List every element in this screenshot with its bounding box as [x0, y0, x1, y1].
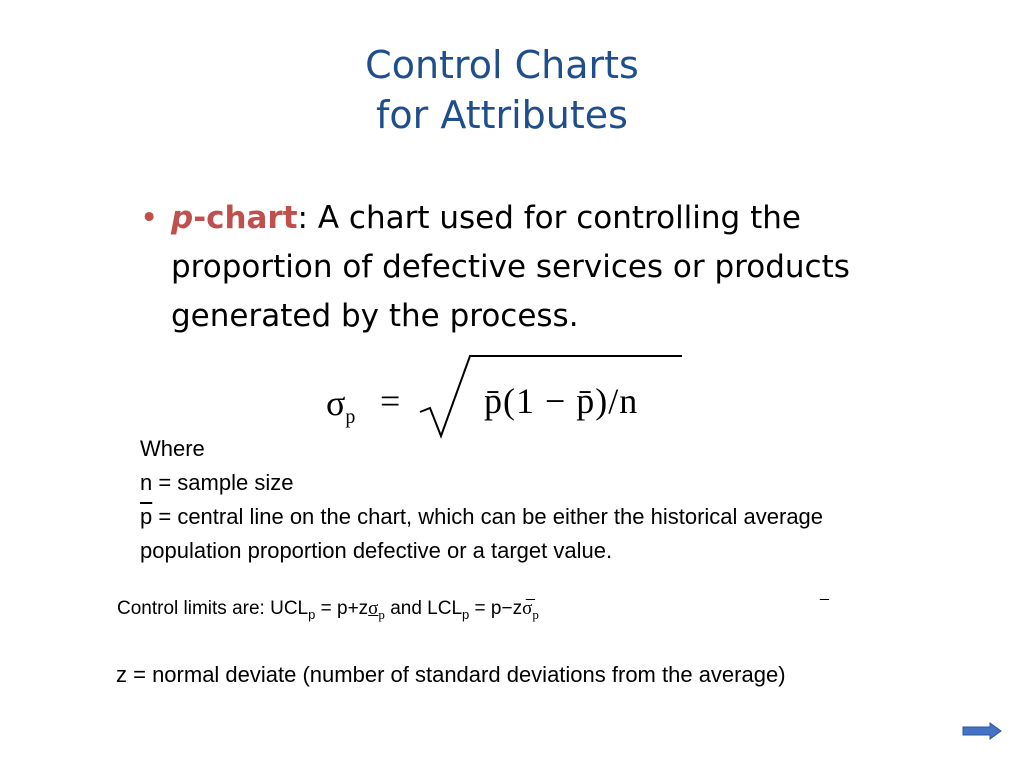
ucl-sigma: [368, 598, 385, 622]
n-definition: n = sample size: [140, 470, 294, 495]
definition-text: : A chart used for controlling the proportion of defective services or products generated by the process.: [171, 200, 850, 334]
term-rest: -chart: [193, 200, 298, 236]
p-definition: [140, 500, 930, 568]
bar-mark-1: _: [526, 584, 535, 601]
formula-equals: =: [380, 381, 401, 421]
right-arrow-icon[interactable]: [962, 722, 1002, 740]
formula-sigma-sub: p: [345, 406, 356, 428]
title-line-1: Control Charts: [365, 43, 639, 87]
p-definition-text: = central line on the chart, which can be either the historical average population proportion defective or a target value.: [140, 504, 824, 563]
ucl-expr: = p+z: [315, 598, 369, 619]
formula-sigma-symbol: σ: [326, 383, 346, 423]
bullet-dot: •: [140, 200, 159, 236]
lcl-sub: p: [462, 606, 470, 622]
limits-prefix: Control limits are: UCL: [117, 598, 309, 619]
title-line-2: for Attributes: [376, 93, 628, 137]
z-definition: z = normal deviate (number of standard deviations from the average): [116, 662, 786, 687]
lcl-expr: = p−z: [469, 598, 523, 619]
lcl-sigma-sub: p: [532, 606, 539, 622]
term-italic: p: [171, 200, 194, 236]
ucl-sigma-sub: p: [378, 606, 385, 622]
p-bar-symbol: $\overline{p}$: [140, 504, 153, 529]
and-lcl: and LCL: [384, 598, 463, 619]
ucl-sub: p: [308, 606, 316, 622]
where-block: [140, 432, 930, 568]
lcl-sigma-symbol: σ: [522, 598, 533, 619]
bar-mark-2: _: [820, 584, 829, 601]
formula-radicand: p̄(1 − p̄)/n: [484, 381, 639, 421]
ucl-sigma-symbol: σ: [368, 598, 379, 619]
control-limits-line: [117, 598, 539, 623]
where-heading: Where: [140, 436, 205, 461]
